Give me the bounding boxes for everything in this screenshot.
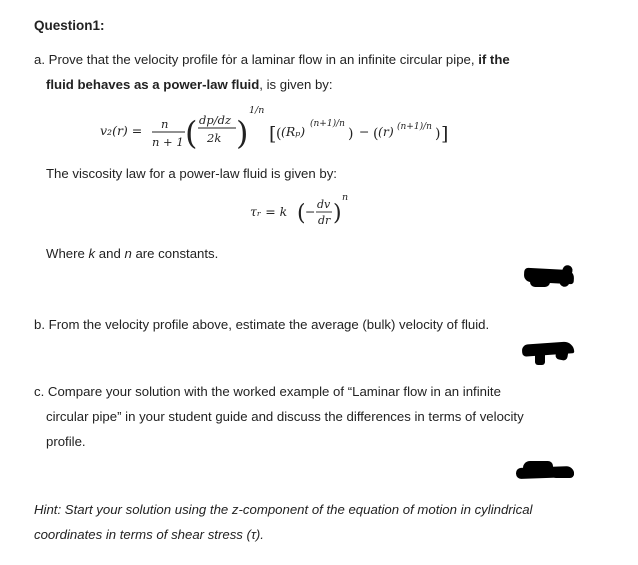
eq-velocity-term1: (Rₚ): [281, 124, 306, 139]
part-b-text: b. From the velocity profile above, estimate the average (bulk) velocity of fluid.: [34, 317, 490, 332]
part-c-line2: circular pipe” in your student guide and discuss the differences in terms of velocity: [46, 409, 524, 424]
constants-prefix: Where: [46, 246, 89, 261]
constants-n: n: [124, 246, 132, 261]
velocity-equation: [95, 104, 515, 156]
hint-line2: coordinates in terms of shear stress (τ).: [34, 527, 264, 542]
viscosity-intro: The viscosity law for a power-law fluid is given by:: [46, 166, 337, 181]
eq-velocity-frac-num: n: [161, 117, 169, 131]
constants-k: k: [88, 246, 96, 261]
part-a-line2-bold: fluid behaves as a power-law fluid: [46, 77, 260, 92]
part-a-line1: a. Prove that the velocity profile fȯr a laminar flow in an infinite circular pipe,: [34, 52, 479, 67]
svg-text:(: (: [185, 114, 198, 152]
eq-viscosity-frac-den: dr: [318, 214, 331, 227]
svg-text:(: (: [373, 126, 379, 142]
constants-suffix: are constants.: [131, 246, 219, 261]
part-a-line2-rest: , is given by:: [259, 77, 333, 92]
svg-text:[: [: [269, 123, 277, 145]
eq-velocity-minus: −: [359, 124, 370, 139]
svg-text:): ): [333, 201, 342, 226]
part-a-line1-bold: if the: [478, 52, 510, 67]
eq-velocity-inner-den: 2k: [207, 131, 222, 145]
svg-text:(: (: [276, 126, 282, 142]
viscosity-equation: [250, 192, 370, 232]
constants-mid: and: [95, 246, 125, 261]
svg-text:−: −: [305, 204, 316, 219]
eq-viscosity-exponent: n: [342, 192, 349, 203]
svg-text:(: (: [297, 201, 306, 226]
constants-line: [46, 246, 218, 262]
svg-text:): ): [236, 114, 249, 152]
svg-text:): ): [435, 126, 441, 142]
eq-velocity-exp2: (n+1)/n: [397, 122, 432, 132]
svg-text:): ): [348, 126, 354, 142]
eq-velocity-inner-num: dp/dz: [199, 113, 232, 127]
eq-velocity-frac-den: n + 1: [152, 135, 184, 149]
part-c-line1: c. Compare your solution with the worked example of “Laminar flow in an infinite: [34, 384, 501, 399]
part-c-text: [34, 379, 524, 454]
hint-text: [34, 497, 532, 547]
eq-velocity-exponent: 1/n: [249, 105, 265, 116]
question-title: Question1:: [34, 18, 105, 33]
eq-velocity-exp1: (n+1)/n: [310, 119, 345, 129]
eq-viscosity-lhs: τᵣ = k: [250, 204, 288, 219]
part-c-line3: profile.: [46, 434, 86, 449]
hint-line1: Hint: Start your solution using the z-component of the equation of motion in cylindrical: [34, 502, 533, 517]
eq-velocity-term2: (r): [378, 124, 394, 139]
eq-viscosity-frac-num: dv: [317, 198, 331, 211]
part-a-text: [34, 47, 510, 97]
svg-text:]: ]: [441, 123, 449, 145]
eq-velocity-lhs: v₂(r) =: [100, 123, 143, 138]
